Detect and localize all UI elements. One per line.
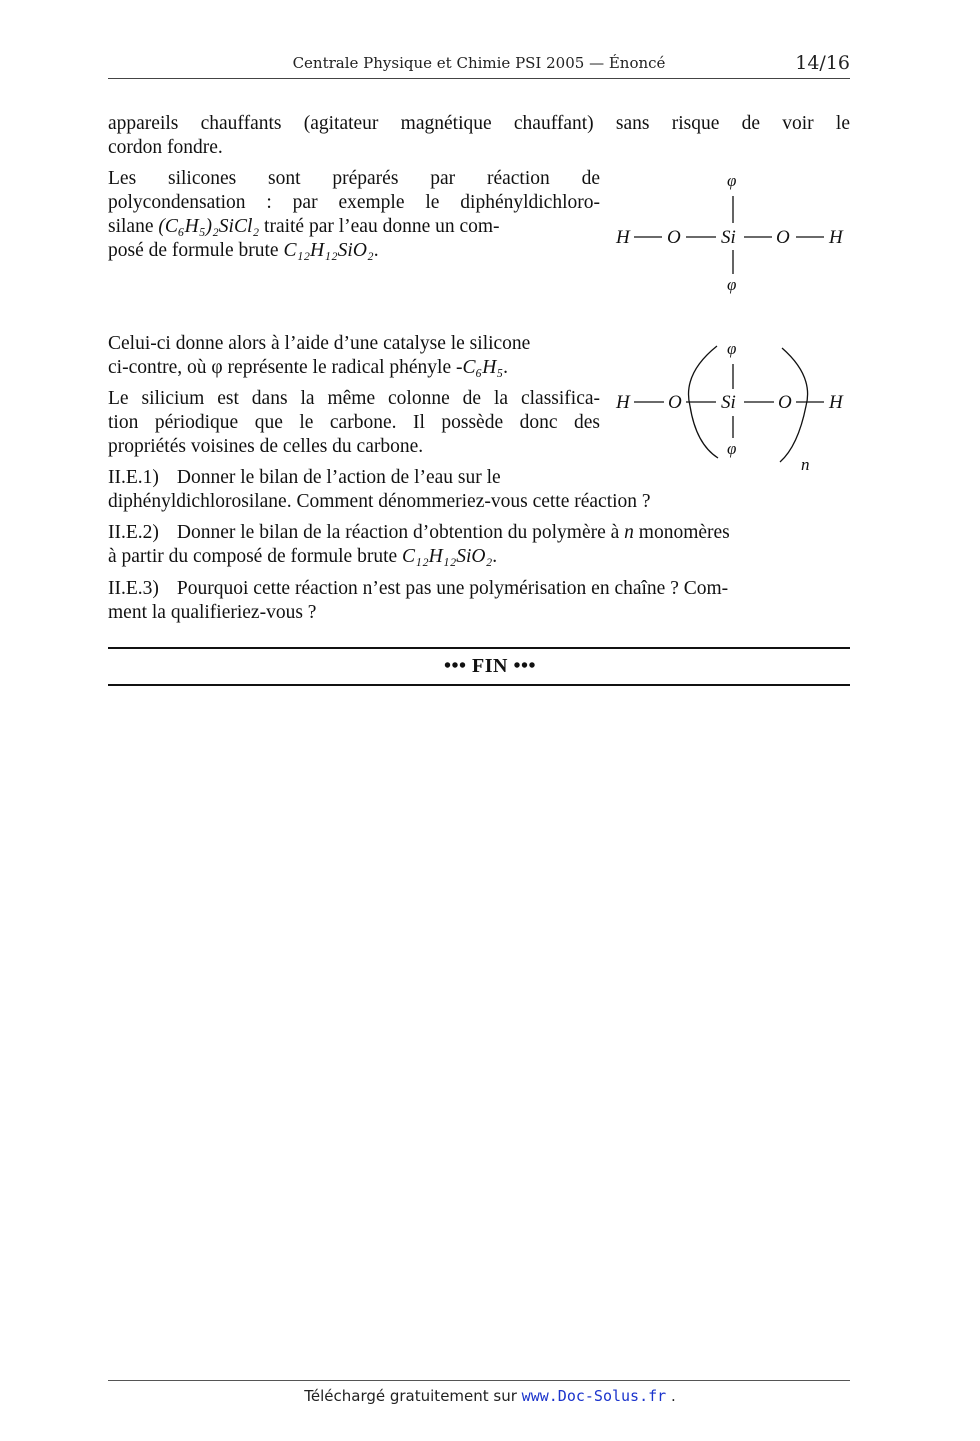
footer-text: Téléchargé gratuitement sur <box>304 1387 522 1405</box>
fin-rule-top <box>108 647 850 649</box>
text-run: . <box>503 357 509 378</box>
question-label: II.E.2) <box>108 522 159 543</box>
footer-rule <box>108 1380 850 1381</box>
paragraph-4-line-1: Le silicium est dans la même colonne de la classifica- <box>108 388 600 409</box>
formula-brute: C₁₂H₁₂SiO₂ <box>402 546 493 567</box>
page-header <box>108 54 850 78</box>
question-1-line-2: diphényldichlorosilane. Comment dénommeriez-vous cette réaction ? <box>108 491 651 512</box>
phi-bottom: φ <box>727 275 737 294</box>
paragraph-2-line-3 <box>108 215 600 239</box>
fin-marker: ••• FIN ••• <box>444 655 536 677</box>
atom-si: Si <box>721 227 736 248</box>
atom-o-left: O <box>668 392 682 413</box>
text-run: silane <box>108 216 159 237</box>
question-label: II.E.1) <box>108 467 159 488</box>
atom-o-left: O <box>667 227 681 248</box>
atom-o-right: O <box>778 392 792 413</box>
question-1-line-1 <box>108 466 501 490</box>
text-run: à partir du composé de formule brute <box>108 546 403 567</box>
atom-h-right: H <box>829 392 843 413</box>
paragraph-4-line-2: tion périodique que le carbone. Il possède donc des <box>108 412 600 433</box>
paragraph-2-line-1: Les silicones sont préparés par réaction de <box>108 168 600 189</box>
text-run: . <box>373 240 379 261</box>
atom-h-left: H <box>616 392 630 413</box>
paragraph-4-line-3: propriétés voisines de celles du carbone. <box>108 436 424 457</box>
fin-rule-bottom <box>108 684 850 686</box>
paragraph-1-line-2: cordon fondre. <box>108 137 223 158</box>
text-run: Donner le bilan de l’action de l’eau sur le <box>176 467 501 488</box>
atom-h-left: H <box>616 227 630 248</box>
polymer-structure-diagram <box>610 334 860 474</box>
question-3-line-2: ment la qualifieriez-vous ? <box>108 602 317 623</box>
formula-diphenyldichlorosilane: (C₆H₅)₂SiCl₂ <box>158 216 260 237</box>
phi-top: φ <box>727 339 737 358</box>
header-rule <box>108 78 850 79</box>
text-run: monomères <box>633 522 730 543</box>
text-run: traité par l’eau donne un com- <box>259 216 500 237</box>
paragraph-3-line-1: Celui-ci donne alors à l’aide d’une catalyse le silicone <box>108 333 531 354</box>
footer-link[interactable]: www.Doc-Solus.fr <box>521 1387 667 1405</box>
text-run: posé de formule brute <box>108 240 284 261</box>
text-run: Donner le bilan de la réaction d’obtention du polymère à <box>176 522 625 543</box>
paragraph-2-line-4 <box>108 239 379 263</box>
atom-o-right: O <box>776 227 790 248</box>
text-run: ci-contre, où φ représente le radical phényle <box>108 357 457 378</box>
footer-end: . <box>666 1387 676 1405</box>
variable-n: n <box>624 522 634 543</box>
formula-phenyl: -C₆H₅ <box>456 357 504 378</box>
question-2-line-2 <box>108 545 497 569</box>
paragraph-3-line-2 <box>108 356 508 380</box>
formula-brute: C₁₂H₁₂SiO₂ <box>283 240 374 261</box>
page-footer <box>0 1387 980 1405</box>
atom-si: Si <box>721 392 736 413</box>
paragraph-1-line-1: appareils chauffants (agitateur magnétique chauffant) sans risque de voir le <box>108 113 850 134</box>
header-title: Centrale Physique et Chimie PSI 2005 — Énoncé <box>292 54 666 72</box>
atom-h-right: H <box>829 227 843 248</box>
monomer-structure-diagram <box>610 168 860 298</box>
question-3-line-1 <box>108 577 728 601</box>
page-number: 14/16 <box>795 52 850 74</box>
repeat-count-n: n <box>801 455 810 474</box>
text-run: . <box>492 546 498 567</box>
question-label: II.E.3) <box>108 578 159 599</box>
paragraph-2-line-2: polycondensation : par exemple le diphényldichloro- <box>108 192 600 213</box>
question-2-line-1 <box>108 521 730 545</box>
phi-bottom: φ <box>727 439 737 458</box>
text-run: Pourquoi cette réaction n’est pas une polymérisation en chaîne ? Com- <box>176 578 729 599</box>
phi-top: φ <box>727 171 737 190</box>
